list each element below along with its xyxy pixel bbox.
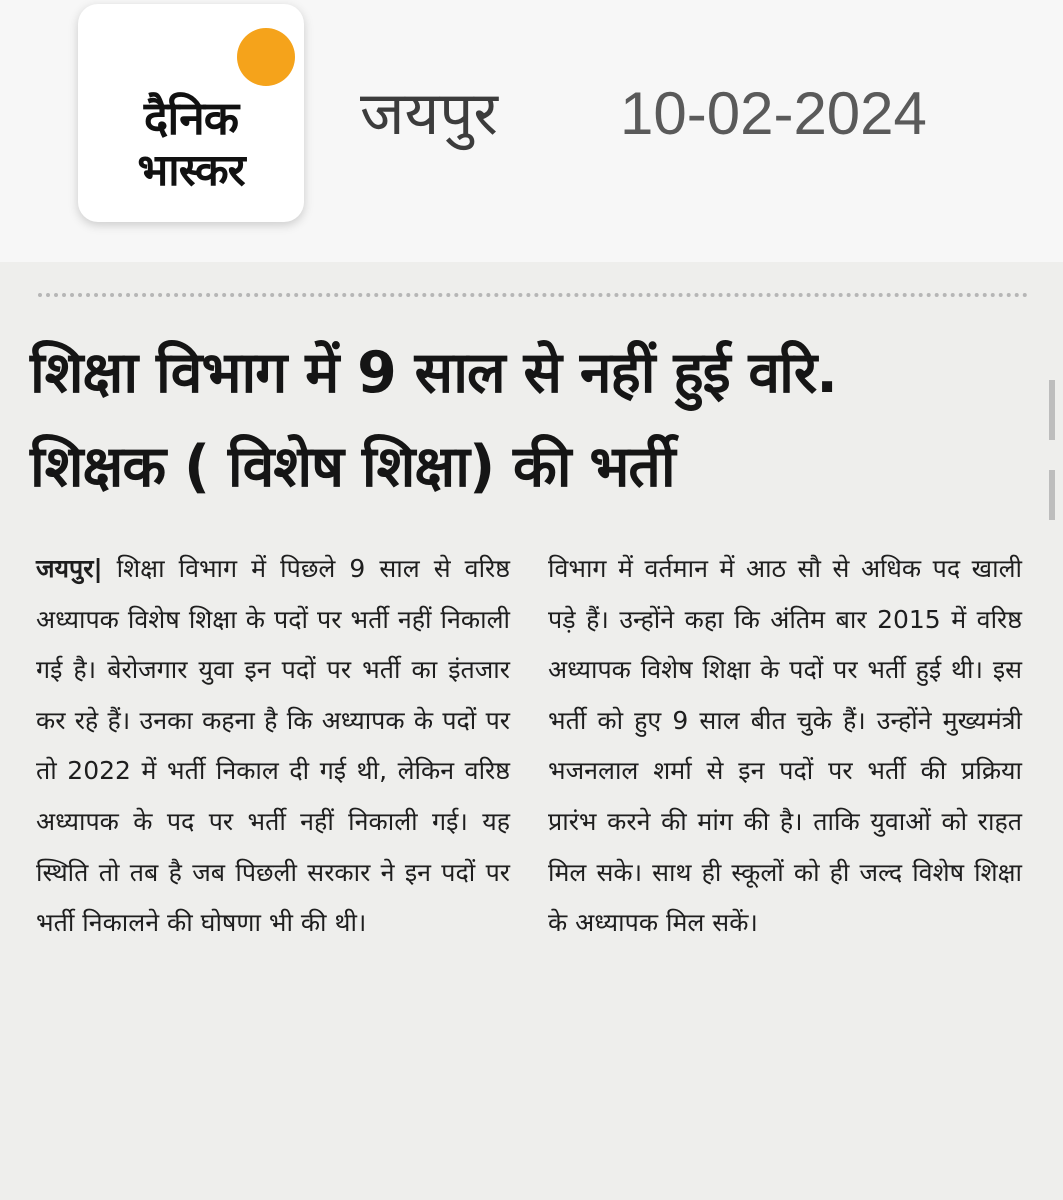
article-headline <box>30 326 1040 514</box>
article-dateline: जयपुर| <box>36 554 103 583</box>
clipping-cut-edge <box>38 293 1028 305</box>
sun-dot-icon <box>237 28 295 86</box>
edition-city: जयपुर <box>360 79 498 149</box>
clipping-edge-mark <box>1049 380 1055 440</box>
article-body-left: शिक्षा विभाग में पिछले 9 साल से वरिष्ठ अध्यापक विशेष शिक्षा के पदों पर भर्ती नहीं निकाली गई है। बेरोजगार युवा इन पदों पर भर्ती का इंतजार कर रहे हैं। उनका कहना है कि अध्यापक के पदों पर तो 2022 में भर्ती निकाल दी गई थी, लेकिन वरिष्ठ अध्यापक के पद पर भर्ती नहीं निकाली गई। यह स्थिति तो तब है जब पिछली सरकार ने इन पदों पर भर्ती निकालने की घोषणा भी की थी। <box>36 554 510 938</box>
edition-date: 10-02-2024 <box>620 80 927 147</box>
headline-line-2: शिक्षक ( विशेष शिक्षा) की भर्ती <box>30 434 675 500</box>
logo-text-line2: भास्कर <box>137 145 245 196</box>
headline-line-1: शिक्षा विभाग में 9 साल से नहीं हुई वरि. <box>30 340 837 406</box>
logo-text-line1: दैनिक <box>143 91 239 145</box>
dainik-bhaskar-logo <box>78 4 304 222</box>
clipping-edge-mark <box>1049 470 1055 520</box>
article-column-right <box>548 544 1022 949</box>
article-column-left <box>36 544 510 949</box>
article-body-right: विभाग में वर्तमान में आठ सौ से अधिक पद खाली पड़े हैं। उन्होंने कहा कि अंतिम बार 2015 में वरिष्ठ अध्यापक विशेष शिक्षा के पदों पर भर्ती हुई थी। इस भर्ती को हुए 9 साल बीत चुके हैं। उन्होंने मुख्यमंत्री भजनलाल शर्मा से इन पदों पर भर्ती की प्रक्रिया प्रारंभ करने की मांग की है। ताकि युवाओं को राहत मिल सके। साथ ही स्कूलों को ही जल्द विशेष शिक्षा के अध्यापक मिल सकें। <box>548 554 1022 938</box>
